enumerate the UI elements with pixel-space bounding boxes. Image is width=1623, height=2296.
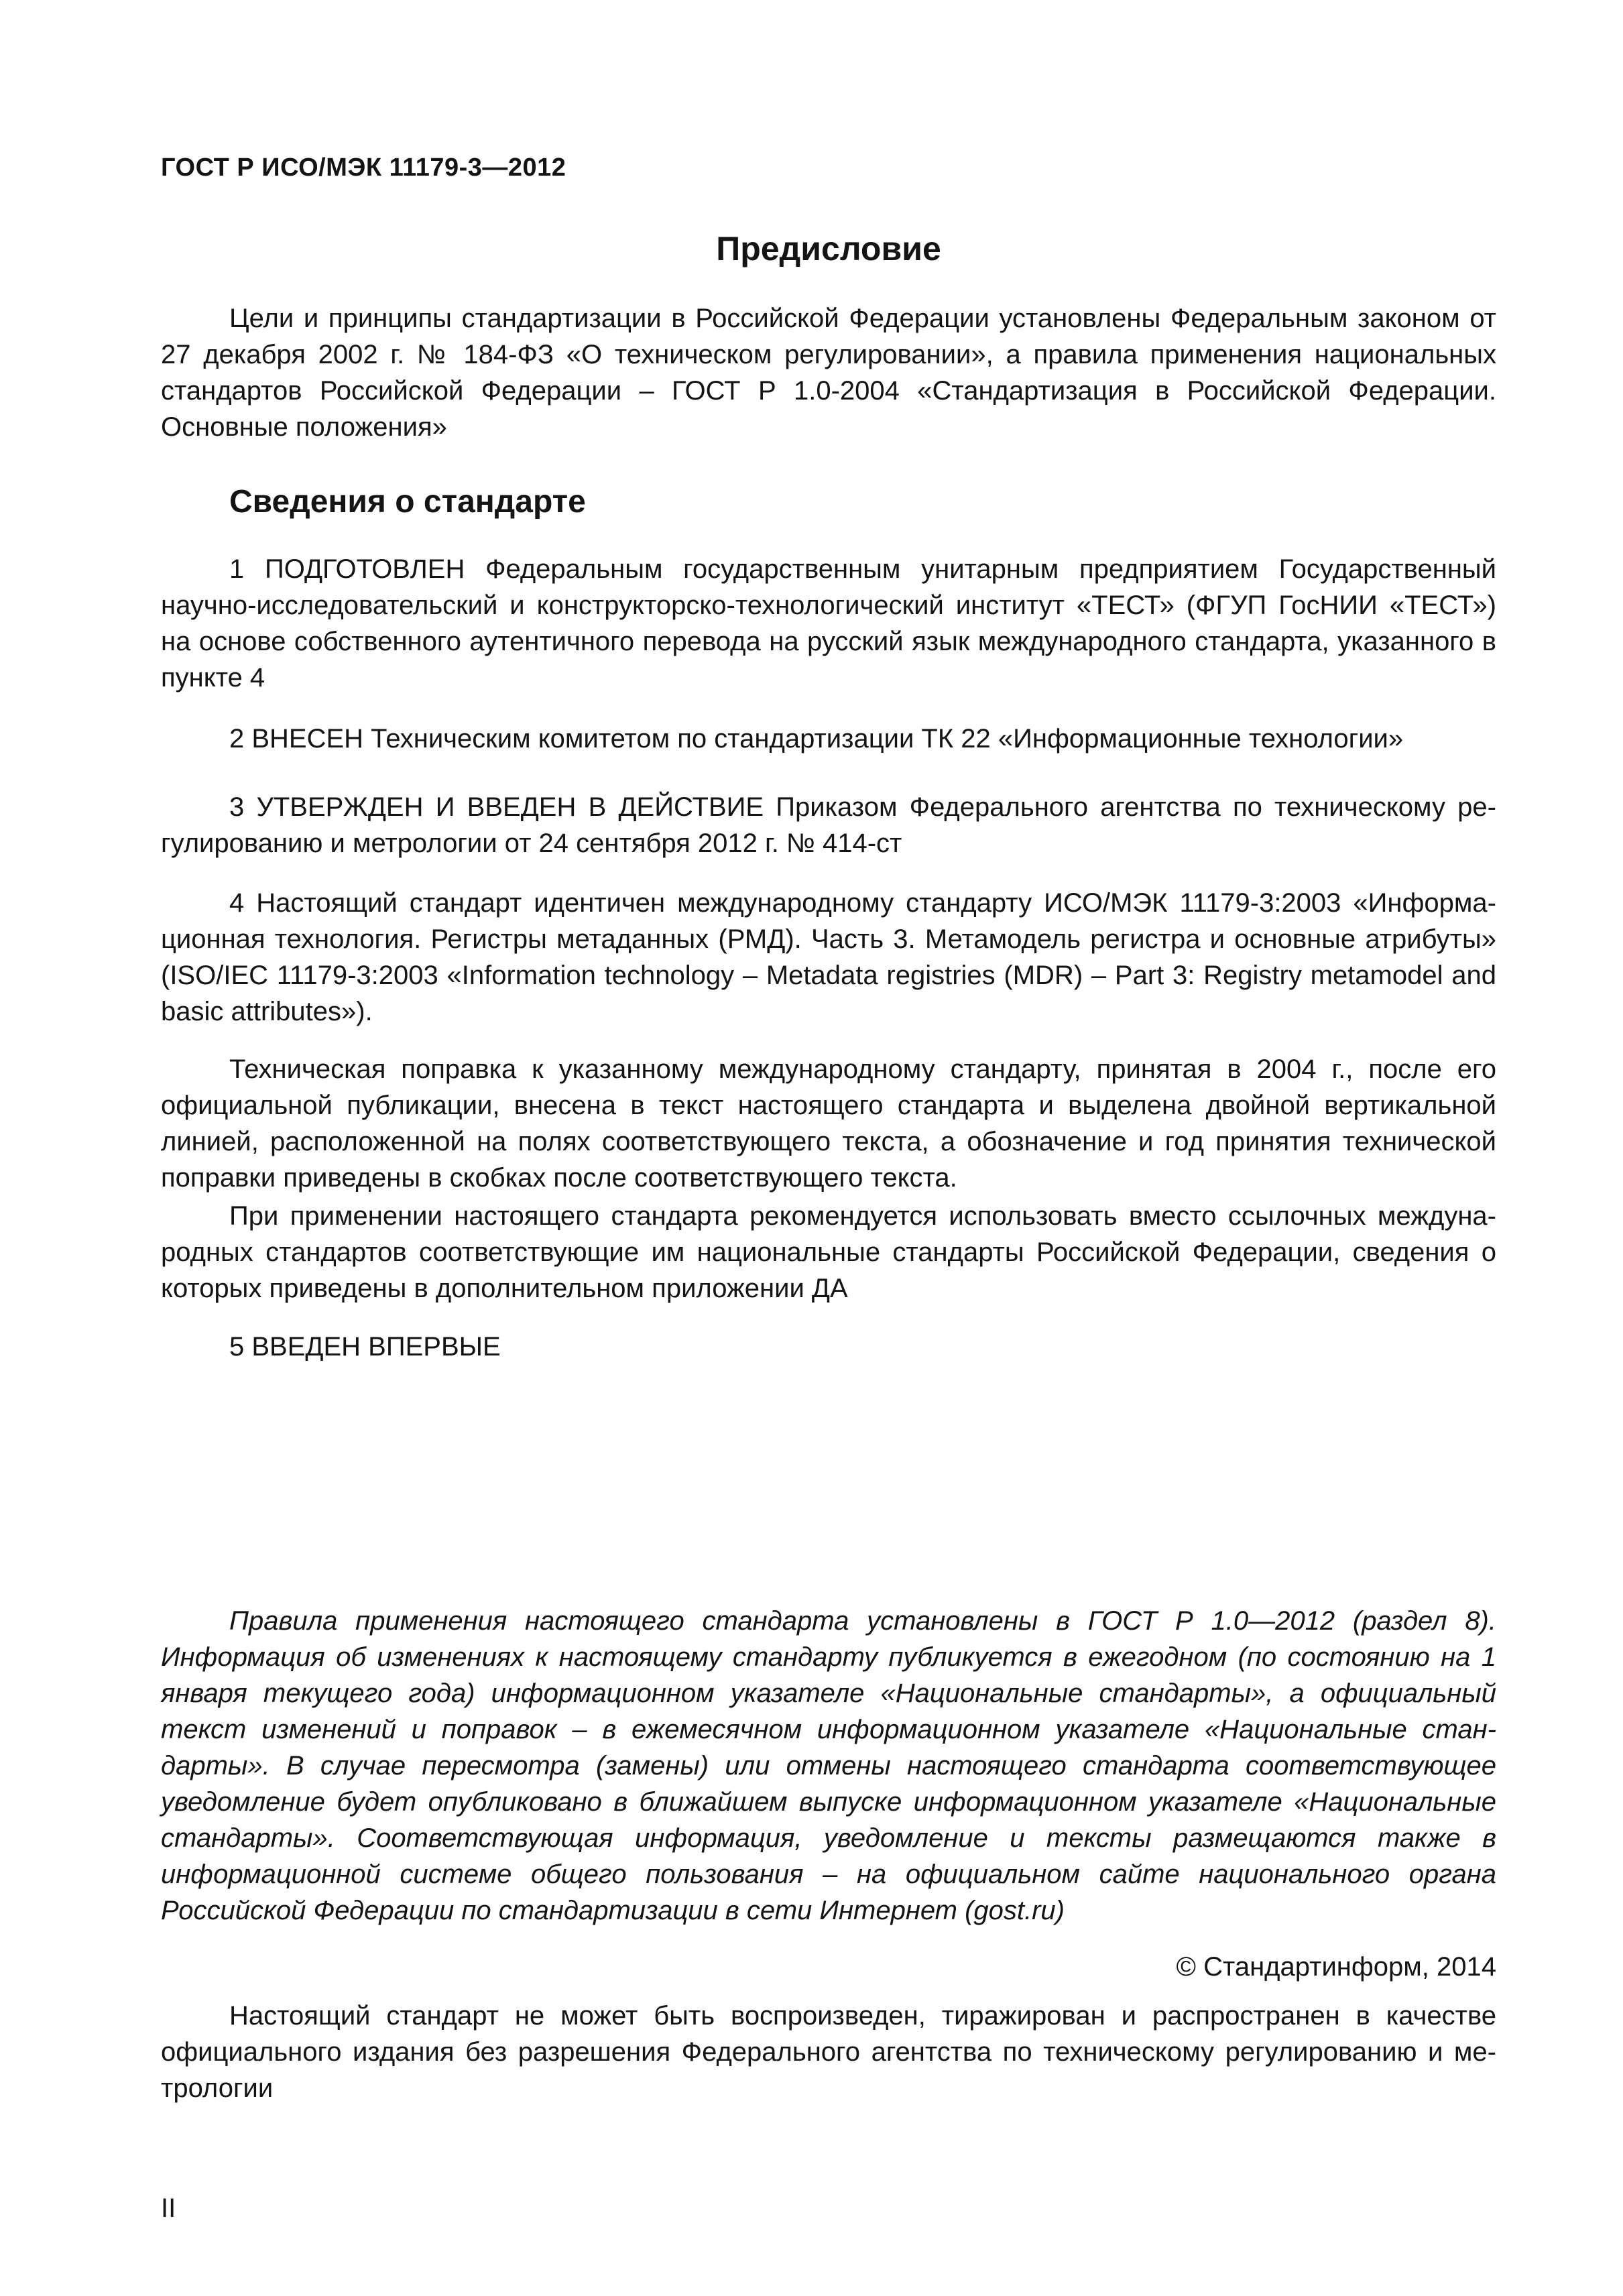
standard-info-item-4: 4 Настоящий стандарт идентичен международному стандарту ИСО/МЭК 11179-3:2003 «Информационная технология. Регистры метаданных (РМД). Часть 3. Метамодель регистра и основные атрибуты» (ISO/IEC 11179-3:2003 «Information technology – Metadata registries (MDR) – Part 3: Registry metamodel and basic attributes»). <box>161 888 1496 1026</box>
copyright-notice: © Стандартинформ, 2014 <box>1176 1952 1496 1982</box>
standard-info-item-2: 2 ВНЕСЕН Техническим комитетом по стандартизации ТК 22 «Информационные технологии» <box>229 724 1404 753</box>
standard-info-item-5: 5 ВВЕДЕН ВПЕРВЫЕ <box>229 1332 501 1362</box>
standard-info-item-4-references-note: При применении настоящего стандарта рекомендуется использовать вместо ссылочных международных стандартов соответствующие им национальные стандарты Российской Федерации, сведения о которых приведены в дополнительном приложении ДА <box>161 1201 1496 1303</box>
foreword-paragraph: Цели и принципы стандартизации в Российской Федерации установлены Федеральным законом от 27 декабря 2002 г. № 184-ФЗ «О техническом регулировании», а правила применения национальных стандартов Российской Федерации – ГОСТ Р 1.0-2004 «Стандартизация в Российской Федерации. Основные положения» <box>161 304 1496 442</box>
document-code-header: ГОСТ Р ИСО/МЭК 11179-3—2012 <box>161 154 566 182</box>
standard-info-item-4-correction-note: Техническая поправка к указанному международному стандарту, принятая в 2004 г., после его официальной публикации, внесена в текст настоящего стандарта и выделена двойной вертикальной линией, расположенной на полях соответствующего текста, а обозначение и год принятия технической поправки приведены в скобках после соответствующего текста. <box>161 1054 1496 1193</box>
document-page <box>161 0 1496 2296</box>
standard-info-item-1: 1 ПОДГОТОВЛЕН Федеральным государственным унитарным предприятием Государственный научно-исследовательский и конструкторско-технологический институт «ТЕСТ» (ФГУП ГосНИИ «ТЕСТ») на основе собственного аутентичного перевода на русский язык международного стандарта, указанного в пункте 4 <box>161 554 1496 692</box>
reproduction-notice-paragraph: Настоящий стандарт не может быть воспроизведен, тиражирован и распространен в качестве официального издания без разрешения Федерального агентства по техническому регулированию и метрологии <box>161 2001 1496 2103</box>
foreword-title: Предисловие <box>716 230 941 267</box>
page-number: II <box>161 2193 176 2223</box>
standard-info-title: Сведения о стандарте <box>229 484 586 520</box>
rules-notice-paragraph: Правила применения настоящего стандарта установлены в ГОСТ Р 1.0—2012 (раздел 8). Информация об изменениях к настоящему стандарту публикуется в ежегодном (по состоянию на 1 января текущего года) информационном указателе «Национальные стандарты», а официальный текст изменений и поправок – в ежемесячном информационном указателе «Национальные стандарты». В случае пересмотра (замены) или отмены настоящего стандарта соответствующее уведомление будет опубликовано в ближайшем выпуске информационном указателе «Национальные стандарты». Соответствующая информация, уведомление и тексты размещаются также в информационной системе общего пользования – на официальном сайте национального органа Российской Федерации по стандартизации в сети Интернет (gost.ru) <box>161 1606 1496 1925</box>
standard-info-item-3: 3 УТВЕРЖДЕН И ВВЕДЕН В ДЕЙСТВИЕ Приказом Федерального агентства по техническому регулированию и метрологии от 24 сентября 2012 г. № 414-ст <box>161 792 1496 858</box>
